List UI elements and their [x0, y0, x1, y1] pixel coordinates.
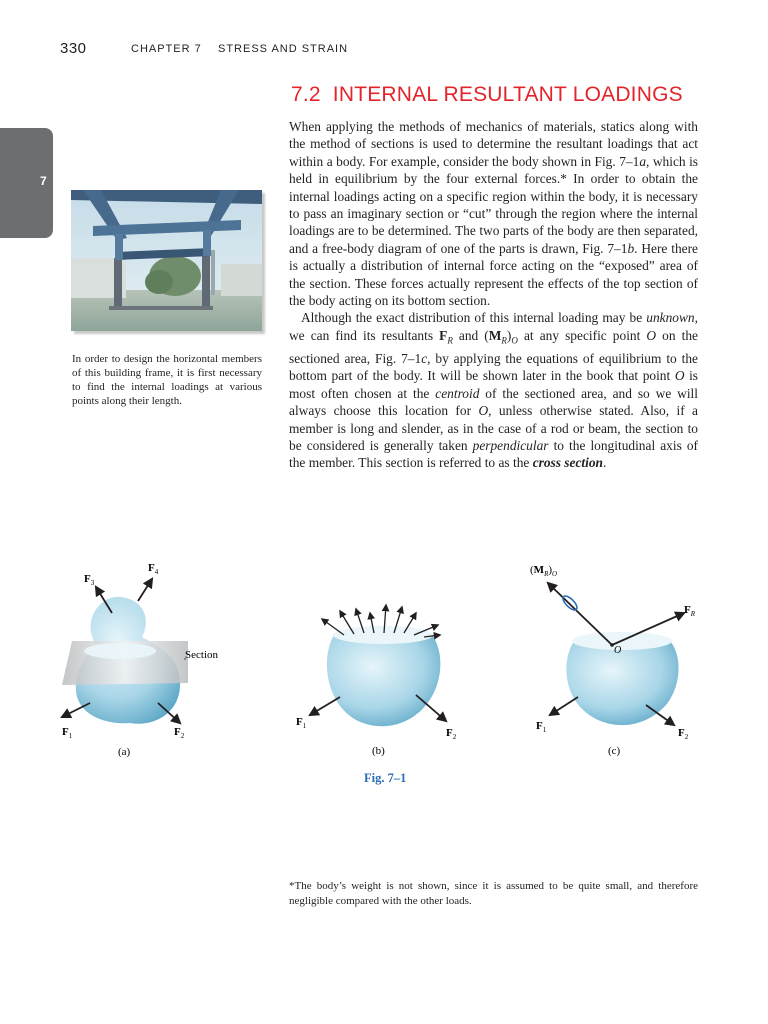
section-heading — [291, 83, 683, 107]
body-text — [289, 118, 698, 472]
point-o-label: O — [614, 645, 622, 656]
force-label-a-f2: $F_2$ — [174, 726, 185, 740]
chapter-tab-number: 7 — [40, 174, 47, 188]
sublabel-a: (a) — [118, 746, 131, 758]
footnote: *The body’s weight is not shown, since it is assumed to be quite small, and therefore negligible compared with the other loads. — [289, 880, 698, 907]
figure-label: Fig. 7–1 — [364, 771, 407, 785]
force-label-c-f2: $F_2$ — [678, 727, 689, 741]
force-label-c-f1: $F_1$ — [536, 720, 547, 734]
force-label-a-f3: $F_3$ — [84, 573, 95, 587]
section-title: INTERNAL RESULTANT LOADINGS — [332, 83, 683, 106]
chapter-label: CHAPTER 7 — [131, 43, 202, 55]
page-number: 330 — [60, 40, 87, 57]
figure-part-b — [296, 605, 457, 757]
building-frame-illustration — [71, 190, 262, 331]
section-number: 7.2 — [291, 83, 321, 106]
building-frame-photo — [71, 190, 262, 331]
figure-part-c — [530, 564, 696, 757]
sublabel-c: (c) — [608, 745, 621, 757]
figure-part-a — [62, 562, 218, 758]
paragraph-1: When applying the methods of mechanics of materials, statics along with the method of sections is used to determine the resultant loadings that act within a body. For example, consider the body shown in Fig. 7–1a, which is held in equilibrium by the four external forces.* In order to obtain the internal loadings acting on a specific region within the body, it is necessary to pass an imaginary section or “cut” through the region where the internal loadings are to be determined. The two parts of the body are then separated, and a free-body diagram of one of the parts is drawn, Fig. 7–1b. Here there is actually a distribution of internal force acting on the “exposed” area of the section. These forces actually represent the effects of the top section of the body acting on its bottom section. — [289, 119, 698, 309]
body-c — [566, 641, 678, 725]
chapter-title: STRESS AND STRAIN — [217, 43, 349, 55]
chapter-tab — [0, 128, 53, 238]
paragraph-2: Although the exact distribution of this internal loading may be unknown, we can find its resultants $F_R$ and $(M_R)_O$ at any specific point O on the sectioned area, Fig. 7–1c, by applying the equations of equilibrium to the bottom part of the body. It will be shown later in the book that point O is most often chosen at the centroid of the sectioned area, and so we will always choose this location for O, unless otherwise stated. Also, if a member is long and slender, as in the case of a rod or beam, the section to be considered is generally taken perpendicular to the longitudinal axis of the member. This section is referred to as the cross section. — [289, 310, 698, 471]
section-label: Section — [185, 649, 218, 661]
figure-7-1 — [40, 555, 740, 780]
force-label-b-f2: $F_2$ — [446, 727, 457, 741]
moment-label-c: $(M_R)_O$ — [530, 564, 558, 578]
running-header — [131, 43, 348, 55]
force-label-a-f4: $F_4$ — [148, 562, 159, 576]
photo-caption: In order to design the horizontal members of this building frame, it is first necessary to find the internal loadings at various points along their length. — [72, 353, 262, 407]
force-label-c-fr: $F_R$ — [684, 604, 696, 618]
body-b — [327, 635, 440, 726]
sublabel-b: (b) — [372, 745, 385, 757]
force-label-a-f1: $F_1$ — [62, 726, 73, 740]
force-label-b-f1: $F_1$ — [296, 716, 307, 730]
